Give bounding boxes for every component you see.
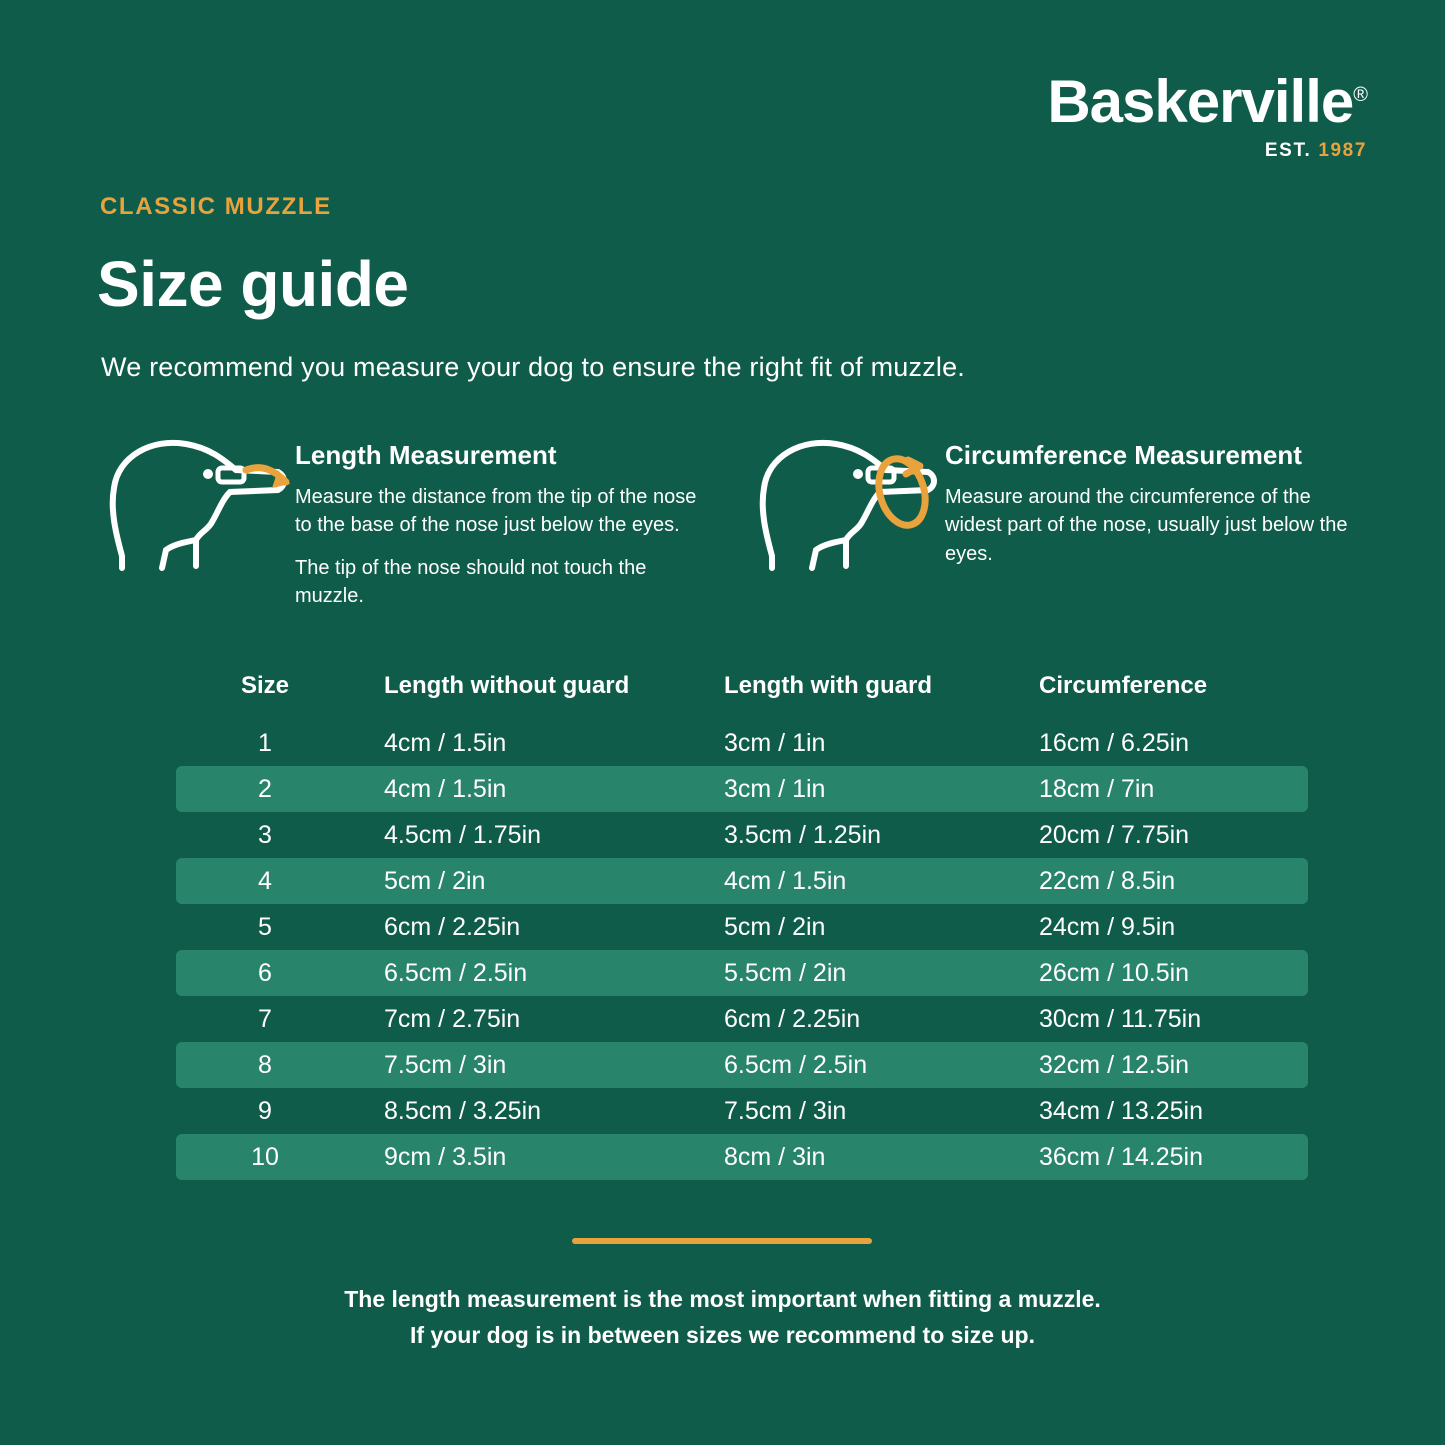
cell-length-with-guard: 8cm / 3in [724, 1142, 826, 1171]
dog-head-circumference-loop-icon [750, 430, 945, 585]
cell-circumference: 20cm / 7.75in [1039, 820, 1190, 849]
cell-length-without-guard: 9cm / 3.5in [384, 1142, 507, 1171]
cell-length-with-guard: 7.5cm / 3in [724, 1096, 847, 1125]
column-header-size: Size [240, 672, 290, 699]
column-header-length-without-guard: Length without guard [384, 672, 630, 699]
circumference-measurement-block [750, 430, 1390, 585]
cell-length-with-guard: 5cm / 2in [724, 912, 826, 941]
cell-size: 7 [258, 1004, 272, 1033]
table-row [176, 950, 1308, 996]
cell-length-with-guard: 3cm / 1in [724, 774, 826, 803]
cell-circumference: 22cm / 8.5in [1039, 866, 1176, 895]
size-table [176, 660, 1308, 1180]
product-eyebrow: CLASSIC MUZZLE [100, 193, 332, 220]
length-measurement-heading: Length Measurement [295, 440, 557, 470]
dog-head-length-arrow-icon [100, 430, 295, 585]
cell-length-with-guard: 3.5cm / 1.25in [724, 820, 882, 849]
cell-length-with-guard: 6.5cm / 2.5in [724, 1050, 868, 1079]
cell-size: 5 [258, 912, 272, 941]
footer-note-line-1: The length measurement is the most important when fitting a muzzle. [344, 1286, 1101, 1312]
cell-circumference: 34cm / 13.25in [1039, 1096, 1203, 1125]
cell-length-without-guard: 5cm / 2in [384, 866, 486, 895]
cell-length-with-guard: 6cm / 2.25in [724, 1004, 861, 1033]
cell-circumference: 32cm / 12.5in [1039, 1050, 1190, 1079]
table-row [176, 1088, 1308, 1134]
footer-note-line-2: If your dog is in between sizes we recommend to size up. [410, 1321, 1035, 1348]
cell-size: 6 [258, 958, 272, 987]
cell-size: 1 [258, 728, 272, 757]
cell-size: 9 [258, 1096, 272, 1125]
cell-length-without-guard: 6cm / 2.25in [384, 912, 521, 941]
cell-circumference: 18cm / 7in [1039, 774, 1155, 803]
cell-size: 3 [258, 820, 272, 849]
circumference-measurement-para-1: Measure around the circumference of the widest part of the nose, usually just below the eyes. [945, 486, 1348, 565]
circumference-measurement-heading: Circumference Measurement [945, 440, 1302, 470]
length-measurement-para-1: Measure the distance from the tip of the nose to the base of the nose just below the eyes. [295, 486, 697, 537]
brand-logo [1047, 68, 1367, 162]
cell-circumference: 26cm / 10.5in [1039, 958, 1190, 987]
cell-length-with-guard: 5.5cm / 2in [724, 958, 847, 987]
brand-name-text: Baskerville [1047, 68, 1354, 135]
brand-est-year: 1987 [1318, 140, 1367, 161]
brand-established [1047, 140, 1367, 162]
cell-length-with-guard: 3cm / 1in [724, 728, 826, 757]
table-row [176, 1042, 1308, 1088]
cell-length-without-guard: 4cm / 1.5in [384, 728, 507, 757]
column-header-circumference: Circumference [1039, 672, 1208, 699]
cell-circumference: 24cm / 9.5in [1039, 912, 1176, 941]
cell-size: 8 [258, 1050, 272, 1079]
cell-length-with-guard: 4cm / 1.5in [724, 866, 847, 895]
table-row [176, 720, 1308, 766]
cell-length-without-guard: 6.5cm / 2.5in [384, 958, 528, 987]
column-header-length-with-guard: Length with guard [724, 672, 932, 699]
cell-length-without-guard: 4cm / 1.5in [384, 774, 507, 803]
table-row [176, 1134, 1308, 1180]
cell-size: 2 [258, 774, 272, 803]
cell-circumference: 16cm / 6.25in [1039, 728, 1190, 757]
table-row [176, 812, 1308, 858]
cell-length-without-guard: 4.5cm / 1.75in [384, 820, 542, 849]
brand-est-word: EST. [1264, 140, 1312, 161]
page-subtitle: We recommend you measure your dog to ensure the right fit of muzzle. [101, 352, 966, 382]
cell-length-without-guard: 7cm / 2.75in [384, 1004, 521, 1033]
registered-trademark-icon: ® [1353, 84, 1367, 106]
cell-size: 4 [258, 866, 272, 895]
page-title: Size guide [97, 248, 409, 320]
table-row [176, 858, 1308, 904]
brand-name [1047, 68, 1367, 135]
footer-divider [572, 1238, 872, 1244]
length-measurement-block [100, 430, 725, 611]
cell-size: 10 [251, 1142, 279, 1171]
length-measurement-para-2: The tip of the nose should not touch the muzzle. [295, 556, 647, 608]
table-header-row [176, 660, 1308, 712]
cell-circumference: 36cm / 14.25in [1039, 1142, 1203, 1171]
table-row [176, 904, 1308, 950]
length-measurement-text [295, 430, 715, 611]
circumference-measurement-text [945, 430, 1365, 568]
footer-note [0, 1282, 1445, 1353]
table-row [176, 996, 1308, 1042]
cell-circumference: 30cm / 11.75in [1039, 1004, 1202, 1033]
table-row [176, 766, 1308, 812]
cell-length-without-guard: 8.5cm / 3.25in [384, 1096, 542, 1125]
cell-length-without-guard: 7.5cm / 3in [384, 1050, 507, 1079]
